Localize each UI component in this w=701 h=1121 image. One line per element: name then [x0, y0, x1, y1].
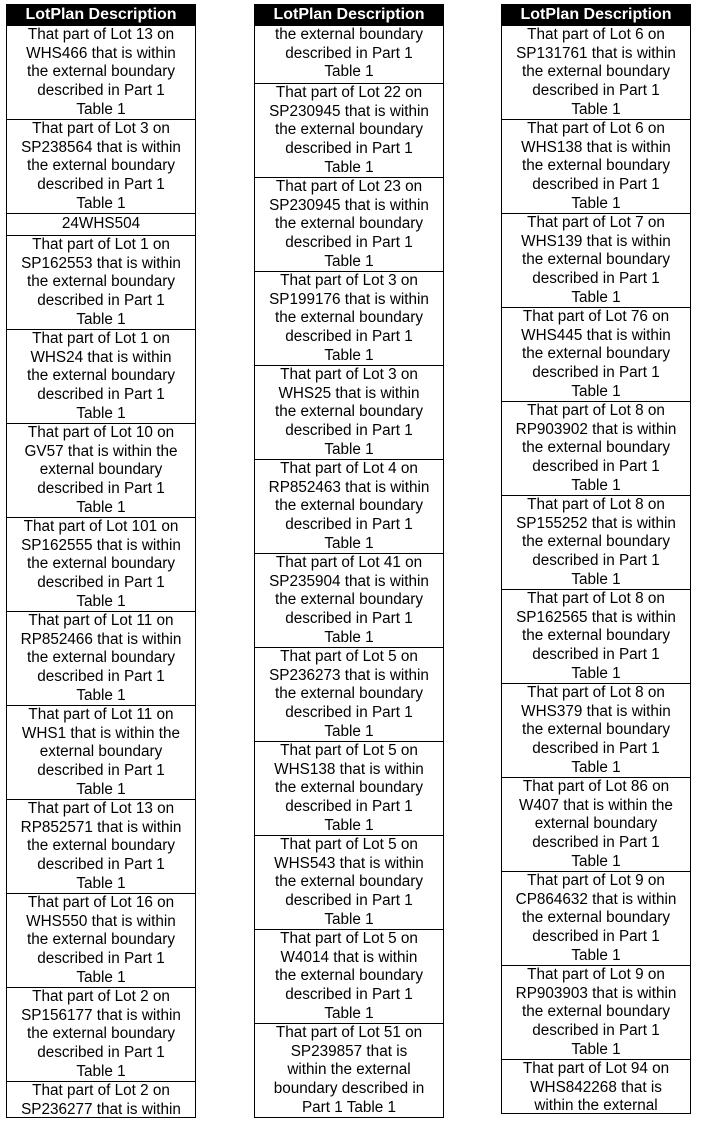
cell-text-line: described in Part 1	[285, 44, 413, 62]
cell-text-line: Table 1	[571, 570, 621, 588]
cell-text-line: SP238564 that is within	[21, 138, 181, 156]
cell-text-line: Table 1	[324, 910, 374, 928]
cell-text-line: described in Part 1	[37, 292, 165, 310]
cell-text-line: That part of Lot 5 on	[280, 742, 418, 759]
lot-description-cell	[255, 365, 443, 459]
cell-text-line: the external boundary	[522, 1003, 670, 1021]
cell-text-line: described in Part 1	[285, 986, 413, 1004]
cell-text-line: WHS25 that is within	[278, 384, 420, 402]
cell-text-line: WHS138 that is within	[274, 760, 424, 778]
cell-text-line: Table 1	[324, 252, 374, 270]
lot-description-cell	[7, 705, 195, 799]
cell-text-line: the external boundary	[522, 627, 670, 645]
cell-text-line: That part of Lot 1 on	[32, 330, 170, 347]
cell-text-line: described in Part 1	[285, 798, 413, 816]
cell-text-line: Table 1	[76, 404, 126, 422]
lot-description-cell	[255, 177, 443, 271]
cell-text-line: the external boundary	[522, 157, 670, 175]
lot-description-cell	[7, 611, 195, 705]
cell-text-line: Table 1	[324, 63, 374, 81]
cell-text-line: Table 1	[571, 758, 621, 776]
lot-description-cell	[7, 213, 195, 235]
cell-text-line: That part of Lot 86 on	[522, 778, 670, 795]
cell-text-line: the external boundary	[27, 649, 175, 667]
lot-description-cell	[7, 987, 195, 1081]
cell-text-line: That part of Lot 4 on	[280, 460, 418, 477]
cell-text-line: That part of Lot 22 on	[275, 84, 423, 101]
cell-text-line: WHS1 that is within the	[21, 724, 181, 742]
cell-text-line: Table 1	[571, 664, 621, 682]
cell-text-line: RP852466 that is within	[20, 630, 182, 648]
cell-text-line: the external boundary	[27, 367, 175, 385]
cell-text-line: the external boundary	[522, 533, 670, 551]
cell-text-line: Table 1	[571, 100, 621, 118]
cell-text-line: the external boundary	[522, 909, 670, 927]
cell-text-line: 24WHS504	[61, 215, 141, 232]
cell-text-line: described in Part 1	[285, 422, 413, 440]
lot-description-cell	[7, 329, 195, 423]
column-header: LotPlan Description	[502, 5, 690, 25]
cell-text-line: Table 1	[76, 498, 126, 516]
cell-text-line: Table 1	[76, 100, 126, 118]
cell-text-line: RP903902 that is within	[515, 420, 677, 438]
lot-description-cell	[255, 647, 443, 741]
cell-text-line: SP230945 that is within	[269, 196, 429, 214]
cell-text-line: described in Part 1	[37, 574, 165, 592]
cell-text-line: the external boundary	[275, 309, 423, 327]
cell-text-line: described in Part 1	[285, 892, 413, 910]
column-cells	[502, 25, 690, 1113]
cell-text-line: Table 1	[324, 534, 374, 552]
cell-text-line: SP235904 that is within	[269, 572, 429, 590]
cell-text-line: the external boundary	[275, 497, 423, 515]
cell-text-line: described in Part 1	[532, 834, 660, 852]
cell-text-line: Table 1	[324, 722, 374, 740]
cell-text-line: Table 1	[571, 476, 621, 494]
cell-text-line: described in Part 1	[37, 386, 165, 404]
cell-text-line: SP230945 that is within	[269, 102, 429, 120]
lot-description-cell	[502, 777, 690, 871]
cell-text-line: RP852463 that is within	[268, 478, 430, 496]
lot-description-cell	[502, 307, 690, 401]
cell-text-line: WHS445 that is within	[521, 326, 671, 344]
column-cells	[255, 25, 443, 1118]
cell-text-line: the external boundary	[275, 967, 423, 985]
cell-text-line: That part of Lot 6 on	[527, 26, 665, 43]
cell-text-line: the external boundary	[27, 555, 175, 573]
cell-text-line: RP852571 that is within	[20, 818, 182, 836]
cell-text-line: WHS842268 that is	[530, 1078, 662, 1096]
cell-text-line: described in Part 1	[532, 176, 660, 194]
cell-text-line: within the external	[287, 1061, 411, 1079]
cell-text-line: Table 1	[76, 1062, 126, 1080]
lot-description-cell	[255, 271, 443, 365]
cell-text-line: Table 1	[76, 874, 126, 892]
cell-text-line: the external boundary	[27, 931, 175, 949]
lot-description-cell	[255, 553, 443, 647]
cell-text-line: That part of Lot 13 on	[27, 800, 175, 817]
cell-text-line: That part of Lot 23 on	[275, 178, 423, 195]
cell-text-line: the external boundary	[275, 121, 423, 139]
lot-description-cell	[7, 893, 195, 987]
cell-text-line: described in Part 1	[532, 82, 660, 100]
lot-description-cell	[502, 871, 690, 965]
cell-text-line: Table 1	[76, 592, 126, 610]
lot-description-cell	[7, 517, 195, 611]
cell-text-line: SP162553 that is within	[21, 254, 181, 272]
cell-text-line: Table 1	[76, 310, 126, 328]
cell-text-line: W407 that is within the	[519, 796, 673, 814]
cell-text-line: Table 1	[571, 946, 621, 964]
cell-text-line: described in Part 1	[285, 610, 413, 628]
cell-text-line: That part of Lot 101 on	[23, 518, 179, 535]
cell-text-line: That part of Lot 9 on	[527, 966, 665, 983]
lot-description-cell	[255, 459, 443, 553]
cell-text-line: the external boundary	[275, 779, 423, 797]
cell-text-line: external boundary	[39, 743, 163, 761]
cell-text-line: That part of Lot 3 on	[280, 366, 418, 383]
lot-description-cell	[255, 741, 443, 835]
lot-description-cell	[255, 1023, 443, 1118]
cell-text-line: described in Part 1	[285, 140, 413, 158]
cell-text-line: WHS379 that is within	[521, 702, 671, 720]
cell-text-line: WHS138 that is within	[521, 138, 671, 156]
cell-text-line: boundary described in	[273, 1080, 425, 1098]
cell-text-line: SP236273 that is within	[269, 666, 429, 684]
cell-text-line: the external boundary	[275, 873, 423, 891]
cell-text-line: described in Part 1	[285, 516, 413, 534]
lot-description-cell	[502, 589, 690, 683]
cell-text-line: SP239857 that is	[290, 1042, 408, 1060]
lot-description-cell	[7, 119, 195, 213]
lot-description-cell	[502, 119, 690, 213]
cell-text-line: the external boundary	[27, 837, 175, 855]
cell-text-line: That part of Lot 2 on	[32, 1082, 170, 1099]
lot-description-cell	[255, 835, 443, 929]
cell-text-line: WHS139 that is within	[521, 232, 671, 250]
cell-text-line: described in Part 1	[37, 762, 165, 780]
lotplan-column-1	[6, 4, 196, 1118]
cell-text-line: That part of Lot 16 on	[27, 894, 175, 911]
cell-text-line: described in Part 1	[37, 856, 165, 874]
cell-text-line: described in Part 1	[37, 668, 165, 686]
cell-text-line: That part of Lot 51 on	[275, 1024, 423, 1041]
lot-description-cell	[502, 495, 690, 589]
cell-text-line: external boundary	[39, 461, 163, 479]
lot-description-cell	[7, 799, 195, 893]
cell-text-line: the external boundary	[275, 215, 423, 233]
cell-text-line: That part of Lot 5 on	[280, 648, 418, 665]
lotplan-column-3	[501, 4, 691, 1114]
cell-text-line: described in Part 1	[285, 704, 413, 722]
cell-text-line: the external boundary	[275, 26, 423, 43]
column-cells	[7, 25, 195, 1118]
cell-text-line: Table 1	[324, 440, 374, 458]
column-header: LotPlan Description	[255, 5, 443, 25]
cell-text-line: the external boundary	[522, 721, 670, 739]
cell-text-line: Table 1	[324, 158, 374, 176]
cell-text-line: WHS550 that is within	[26, 912, 176, 930]
cell-text-line: That part of Lot 10 on	[27, 424, 175, 441]
cell-text-line: the external boundary	[275, 403, 423, 421]
cell-text-line: That part of Lot 3 on	[32, 120, 170, 137]
column-header: LotPlan Description	[7, 5, 195, 25]
cell-text-line: SP156177 that is within	[21, 1006, 181, 1024]
cell-text-line: That part of Lot 7 on	[527, 214, 665, 231]
cell-text-line: Table 1	[571, 194, 621, 212]
cell-text-line: described in Part 1	[532, 928, 660, 946]
cell-text-line: That part of Lot 6 on	[527, 120, 665, 137]
lot-description-cell	[255, 25, 443, 83]
lot-description-cell	[255, 929, 443, 1023]
lot-description-cell	[502, 965, 690, 1059]
cell-text-line: W4014 that is within	[280, 948, 418, 966]
cell-text-line: Table 1	[324, 628, 374, 646]
cell-text-line: GV57 that is within the	[24, 442, 178, 460]
cell-text-line: described in Part 1	[37, 176, 165, 194]
cell-text-line: RP903903 that is within	[515, 984, 677, 1002]
cell-text-line: Part 1 Table 1	[301, 1098, 397, 1116]
cell-text-line: described in Part 1	[532, 740, 660, 758]
cell-text-line: SP162565 that is within	[516, 608, 676, 626]
cell-text-line: That part of Lot 11 on	[28, 706, 174, 723]
cell-text-line: That part of Lot 8 on	[527, 590, 665, 607]
cell-text-line: Table 1	[571, 1040, 621, 1058]
cell-text-line: the external boundary	[522, 63, 670, 81]
lot-description-cell	[502, 1059, 690, 1113]
cell-text-line: external boundary	[534, 815, 658, 833]
cell-text-line: described in Part 1	[532, 1022, 660, 1040]
cell-text-line: described in Part 1	[532, 458, 660, 476]
cell-text-line: That part of Lot 76 on	[522, 308, 670, 325]
cell-text-line: That part of Lot 11 on	[28, 612, 174, 629]
cell-text-line: Table 1	[76, 968, 126, 986]
cell-text-line: described in Part 1	[285, 328, 413, 346]
cell-text-line: Table 1	[324, 1004, 374, 1022]
cell-text-line: described in Part 1	[285, 234, 413, 252]
cell-text-line: That part of Lot 13 on	[27, 26, 175, 43]
cell-text-line: WHS466 that is within	[26, 44, 176, 62]
cell-text-line: Table 1	[571, 288, 621, 306]
cell-text-line: Table 1	[76, 194, 126, 212]
cell-text-line: the external boundary	[27, 63, 175, 81]
cell-text-line: within the external	[534, 1097, 658, 1113]
cell-text-line: the external boundary	[27, 1025, 175, 1043]
cell-text-line: WHS24 that is within	[30, 348, 172, 366]
cell-text-line: That part of Lot 2 on	[32, 988, 170, 1005]
cell-text-line: described in Part 1	[532, 646, 660, 664]
cell-text-line: the external boundary	[522, 345, 670, 363]
cell-text-line: described in Part 1	[37, 480, 165, 498]
cell-text-line: Table 1	[571, 852, 621, 870]
lot-description-cell	[502, 401, 690, 495]
cell-text-line: That part of Lot 41 on	[275, 554, 423, 571]
cell-text-line: That part of Lot 8 on	[527, 496, 665, 513]
cell-text-line: described in Part 1	[532, 270, 660, 288]
cell-text-line: That part of Lot 8 on	[527, 684, 665, 701]
cell-text-line: described in Part 1	[37, 1044, 165, 1062]
cell-text-line: That part of Lot 8 on	[527, 402, 665, 419]
lot-description-cell	[7, 25, 195, 119]
cell-text-line: Table 1	[76, 780, 126, 798]
cell-text-line: WHS543 that is within	[274, 854, 424, 872]
cell-text-line: Table 1	[76, 686, 126, 704]
cell-text-line: SP155252 that is within	[516, 514, 676, 532]
cell-text-line: SP131761 that is within	[516, 44, 676, 62]
lot-description-cell	[7, 1081, 195, 1118]
cell-text-line: the external boundary	[27, 273, 175, 291]
cell-text-line: the external boundary	[275, 591, 423, 609]
cell-text-line: That part of Lot 94 on	[522, 1060, 670, 1077]
cell-text-line: That part of Lot 3 on	[280, 272, 418, 289]
cell-text-line: CP864632 that is within	[515, 890, 677, 908]
cell-text-line: described in Part 1	[532, 552, 660, 570]
cell-text-line: SP236277 that is within	[21, 1100, 181, 1118]
cell-text-line: the external boundary	[275, 685, 423, 703]
cell-text-line: described in Part 1	[532, 364, 660, 382]
cell-text-line: Table 1	[571, 382, 621, 400]
lot-description-cell	[7, 235, 195, 329]
lot-description-cell	[502, 683, 690, 777]
cell-text-line: the external boundary	[27, 157, 175, 175]
cell-text-line: That part of Lot 5 on	[280, 836, 418, 853]
lot-description-cell	[7, 423, 195, 517]
cell-text-line: described in Part 1	[37, 82, 165, 100]
cell-text-line: the external boundary	[522, 251, 670, 269]
cell-text-line: That part of Lot 1 on	[32, 236, 170, 253]
cell-text-line: Table 1	[324, 816, 374, 834]
cell-text-line: That part of Lot 5 on	[280, 930, 418, 947]
cell-text-line: the external boundary	[522, 439, 670, 457]
cell-text-line: SP162555 that is within	[21, 536, 181, 554]
cell-text-line: Table 1	[324, 346, 374, 364]
lot-description-cell	[502, 25, 690, 119]
lot-description-cell	[502, 213, 690, 307]
cell-text-line: That part of Lot 9 on	[527, 872, 665, 889]
lotplan-column-2	[254, 4, 444, 1118]
lot-description-cell	[255, 83, 443, 177]
cell-text-line: described in Part 1	[37, 950, 165, 968]
cell-text-line: SP199176 that is within	[269, 290, 429, 308]
